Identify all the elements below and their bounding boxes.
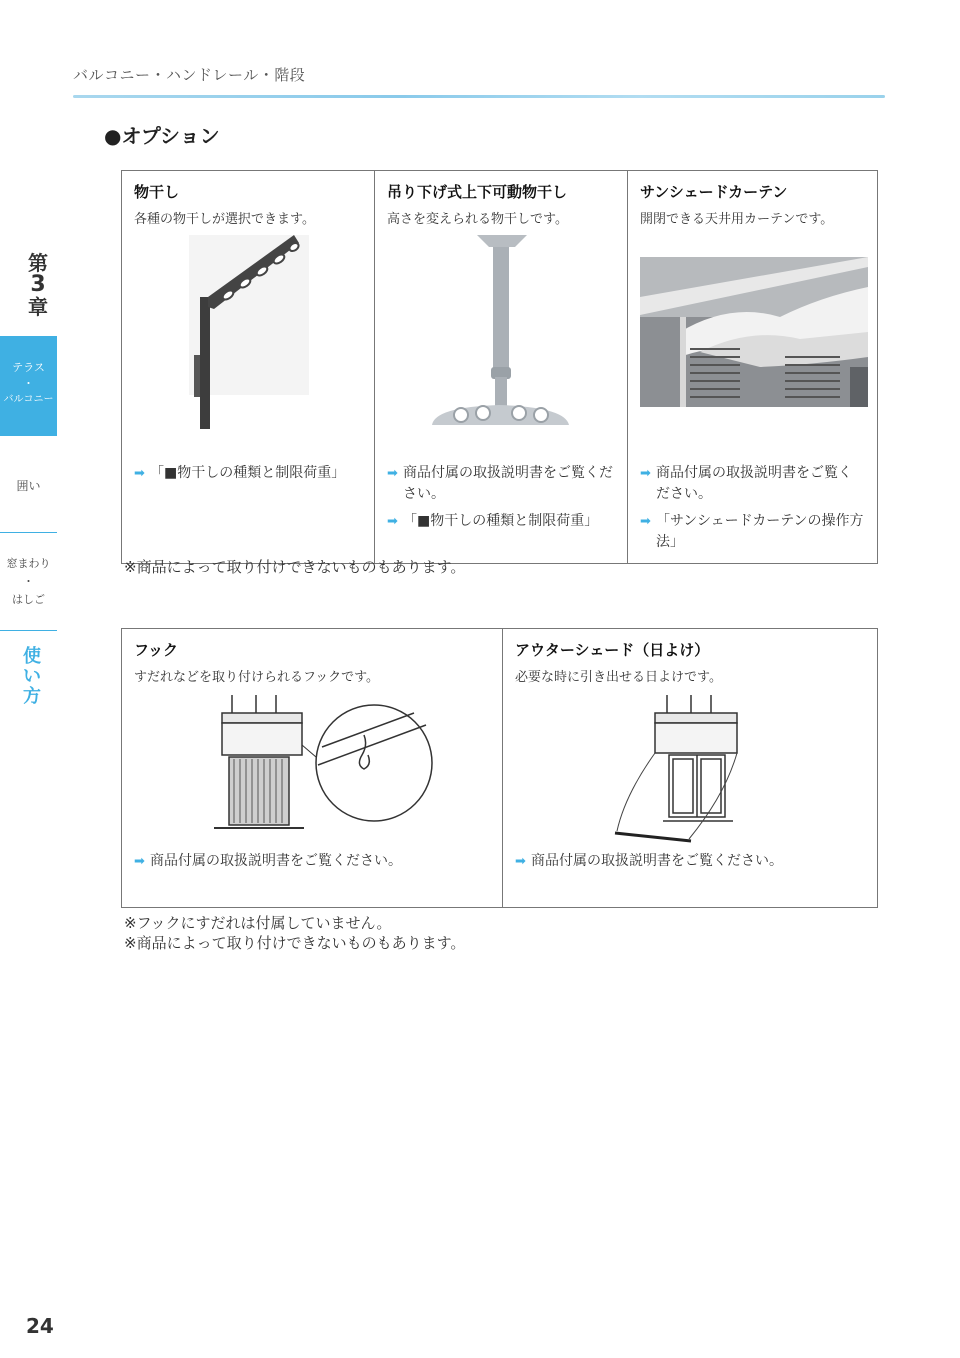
side-divider: [0, 630, 57, 631]
option-cell-hook: [122, 629, 503, 908]
side-tab-usage[interactable]: 使 い 方: [23, 646, 41, 707]
reference-link[interactable]: ➡ 「■物干しの種類と制限荷重」: [134, 463, 362, 484]
option-desc: 高さを変えられる物干しです。: [387, 212, 568, 227]
option-title: 物干し: [134, 183, 180, 201]
side-divider: [0, 532, 57, 533]
note: ※商品によって取り付けできないものもあります。: [124, 558, 466, 576]
option-title: サンシェードカーテン: [640, 183, 788, 201]
sunshade-curtain-photo: [640, 227, 865, 457]
option-title: フック: [134, 641, 178, 659]
options-table-2: [121, 628, 878, 908]
reference-link[interactable]: ➡ 「サンシェードカーテンの操作方法」: [640, 511, 865, 553]
running-title: バルコニー・ハンドレール・階段: [73, 66, 306, 84]
side-tab-terrace-balcony[interactable]: テラス ・ バルコニー: [0, 336, 57, 436]
option-cell-hanging-dryer: [375, 171, 628, 564]
options-table-1: [121, 170, 878, 564]
arrow-icon: ➡: [640, 514, 651, 529]
outer-shade-illustration: [515, 685, 865, 845]
option-cell-sunshade-curtain: [628, 171, 878, 564]
option-title: アウターシェード（日よけ）: [515, 641, 710, 659]
option-desc: すだれなどを取り付けられるフックです。: [134, 670, 380, 685]
notes: ※フックにすだれは付属していません。 ※商品によって取り付けできないものもあります。: [124, 914, 466, 952]
arrow-icon: ➡: [387, 466, 398, 481]
reference-link[interactable]: ➡ 商品付属の取扱説明書をご覧ください。: [515, 851, 865, 872]
clothes-dryer-image: [134, 227, 362, 457]
reference-link[interactable]: ➡ 商品付属の取扱説明書をご覧ください。: [387, 463, 615, 505]
section-title: ●オプション: [104, 124, 220, 148]
option-title: 吊り下げ式上下可動物干し: [387, 183, 568, 201]
hook-illustration: [134, 685, 490, 845]
arrow-icon: ➡: [134, 854, 145, 869]
option-cell-outer-shade: [503, 629, 878, 908]
arrow-icon: ➡: [515, 854, 526, 869]
option-desc: 必要な時に引き出せる日よけです。: [515, 670, 722, 685]
header-rule: [73, 95, 885, 98]
option-cell-clothes-dryer: [122, 171, 375, 564]
option-desc: 開閉できる天井用カーテンです。: [640, 212, 834, 227]
reference-link[interactable]: ➡ 商品付属の取扱説明書をご覧ください。: [640, 463, 865, 505]
hanging-dryer-image: [387, 227, 615, 457]
arrow-icon: ➡: [134, 466, 145, 481]
chapter-label: 第 3 章: [28, 251, 48, 319]
arrow-icon: ➡: [387, 514, 398, 529]
side-tab-window-ladder[interactable]: 窓まわり ・ はしご: [6, 557, 51, 606]
side-tab-fence[interactable]: 囲い: [16, 479, 41, 493]
page-number: 24: [26, 1314, 54, 1338]
option-desc: 各種の物干しが選択できます。: [134, 212, 315, 227]
arrow-icon: ➡: [640, 466, 651, 481]
reference-link[interactable]: ➡ 「■物干しの種類と制限荷重」: [387, 511, 615, 532]
reference-link[interactable]: ➡ 商品付属の取扱説明書をご覧ください。: [134, 851, 490, 872]
